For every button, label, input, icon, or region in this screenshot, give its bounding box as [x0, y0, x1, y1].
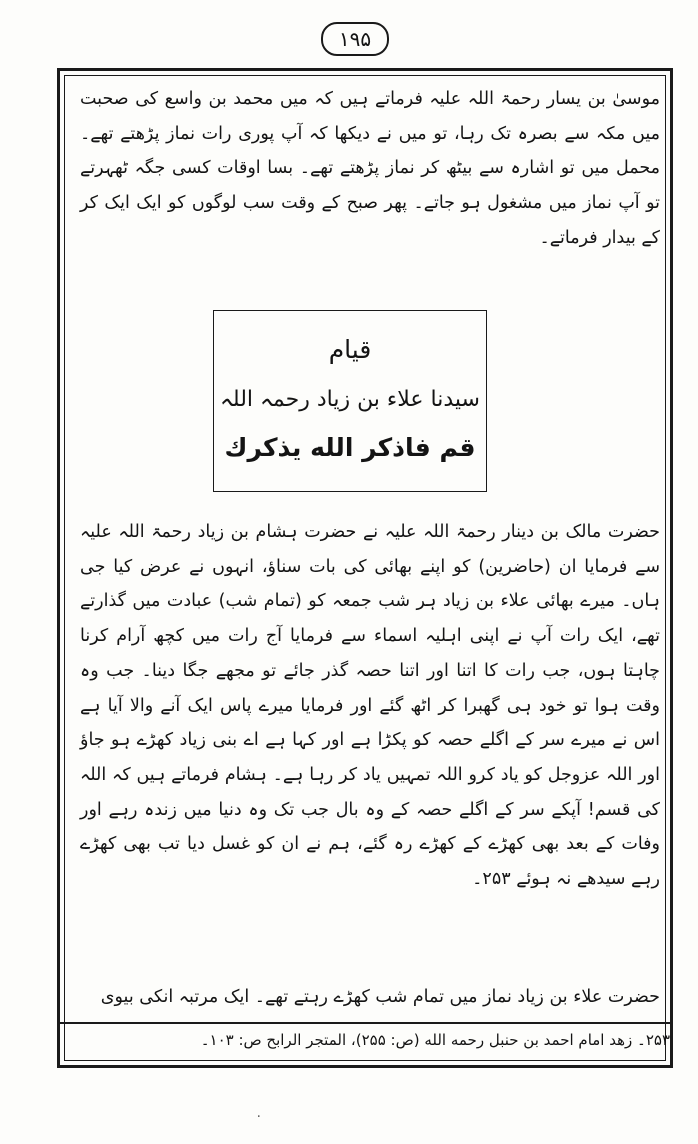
section-subtitle: سیدنا علاء بن زیاد رحمہ اللہ: [220, 387, 480, 412]
footnote-divider: [60, 1022, 670, 1024]
section-title: قیام: [328, 335, 372, 364]
page-number: ۱۹۵: [321, 22, 389, 56]
section-title-box: [213, 310, 487, 492]
section-arabic-saying: قم فاذكر الله يذكرك: [224, 433, 476, 462]
paragraph-continuation: حضرت علاء بن زیاد نماز میں تمام شب کھڑے رہتے تھے۔ ایک مرتبہ انکی بیوی: [100, 987, 660, 1007]
footnote-253: ۲۵۳۔ زهد امام احمد بن حنبل رحمه الله (ص: ۲۵۵)، المتجر الرابح ص: ۱۰۳۔: [200, 1031, 670, 1049]
paragraph-musa-bin-yasar: موسیٰ بن یسار رحمۃ اللہ علیہ فرماتے ہیں کہ میں محمد بن واسع کی صحبت میں مکہ سے بصرہ تک رہا، تو میں نے دیکھا کہ آپ پوری رات نماز پڑھتے تھے۔ محمل میں تو اشارہ سے بیٹھ کر نماز پڑھتے تھے۔ بسا اوقات کسی جگہ ٹھہرتے تو آپ نماز میں مشغول ہو جاتے۔ پھر صبح کے وقت سب لوگوں کو ایک ایک کر کے بیدار فرماتے۔: [80, 89, 660, 248]
pencil-mark: ۰: [255, 1108, 263, 1124]
paragraph-ala-bin-ziyad-story: حضرت مالک بن دینار رحمۃ اللہ علیہ نے حضرت ہشام بن زیاد رحمۃ اللہ علیہ سے فرمایا ان (حاضرین) کو اپنے بھائی کی بات سناؤ، انہوں نے عرض کیا جی ہاں۔ میرے بھائی علاء بن زیاد ہر شب جمعہ کو (تمام شب) عبادت میں گذارتے تھے، ایک رات آپ نے اپنی اہلیہ اسماء سے فرمایا آج رات میں کچھ آرام کرنا چاہتا ہوں، جب رات کا اتنا اور اتنا حصہ گذر جائے تو مجھے جگا دینا۔ جب وہ وقت ہوا تو خود ہی گھبرا کر اٹھ گئے اور فرمایا میرے پاس ایک آنے والا آیا ہے اس نے میرے سر کے اگلے حصہ کو پکڑا ہے اور کہا ہے اے بنی زیاد کھڑے ہو جاؤ اور اللہ عزوجل کو یاد کرو اللہ تمہیں یاد کر رہا ہے۔ ہشام فرماتے ہیں کہ اللہ کی قسم! آپکے سر کے اگلے حصہ کے وہ بال جب تک وہ دنیا میں زندہ رہے اور وفات کے بعد بھی کھڑے کے کھڑے رہ گئے، ہم نے ان کو غسل دیا تب بھی کھڑے رہے سیدھے نہ ہوئے ۲۵۳۔: [80, 522, 660, 890]
